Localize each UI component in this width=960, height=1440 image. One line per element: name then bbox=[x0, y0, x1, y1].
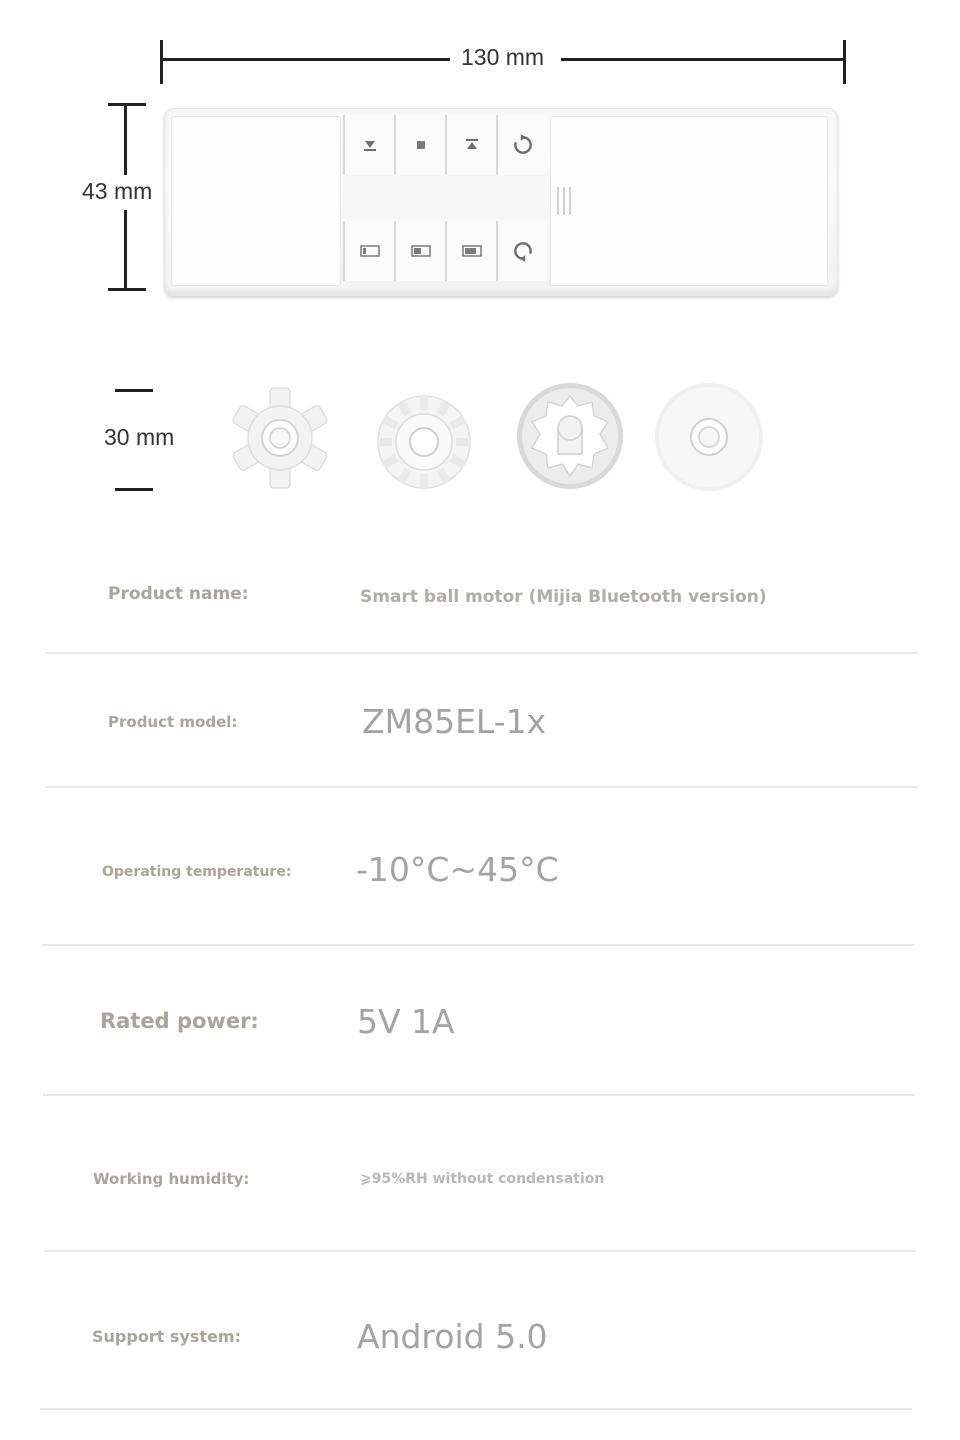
adapter-dimension-label: 30 mm bbox=[104, 424, 175, 450]
remote-middle-strip bbox=[343, 169, 549, 219]
position-mid-button[interactable] bbox=[394, 221, 445, 281]
remote-left-panel bbox=[171, 116, 341, 286]
spec-value: Android 5.0 bbox=[357, 1317, 548, 1356]
position-low-button[interactable] bbox=[343, 221, 394, 281]
adapter-dimension-bottom-tick bbox=[115, 488, 153, 491]
spec-value: ⩾95%RH without condensation bbox=[360, 1171, 605, 1187]
width-dimension-left-tick bbox=[160, 40, 163, 84]
spec-label: Product model: bbox=[108, 713, 238, 731]
spec-divider bbox=[42, 944, 914, 946]
stop-button[interactable] bbox=[394, 115, 445, 175]
height-dimension-top-tick bbox=[108, 103, 146, 106]
position-high-button[interactable] bbox=[445, 221, 496, 281]
spec-value: Smart ball motor (Mijia Bluetooth version) bbox=[360, 587, 767, 607]
remote-grip bbox=[557, 187, 577, 217]
spec-value: -10°C~45°C bbox=[356, 850, 559, 889]
spec-label: Rated power: bbox=[100, 1009, 259, 1033]
up-arrow-icon bbox=[463, 136, 481, 154]
width-dimension-line-right bbox=[561, 58, 846, 61]
width-dimension-line-left bbox=[160, 58, 450, 61]
position-low-icon bbox=[360, 244, 380, 258]
spec-divider bbox=[40, 1408, 912, 1410]
star-adapter-icon bbox=[228, 384, 332, 492]
spec-label: Operating temperature: bbox=[102, 864, 292, 880]
position-high-icon bbox=[462, 244, 482, 258]
height-dimension-line-bottom bbox=[124, 210, 127, 290]
stop-icon bbox=[412, 136, 430, 154]
spec-label: Product name: bbox=[108, 584, 249, 604]
adapter-dimension-top-tick bbox=[115, 389, 153, 392]
remote-control bbox=[164, 108, 838, 296]
height-dimension-bottom-tick bbox=[108, 288, 146, 291]
remote-right-panel bbox=[550, 116, 828, 286]
width-dimension-label: 130 mm bbox=[461, 44, 545, 70]
spec-value: 5V 1A bbox=[357, 1002, 455, 1041]
rotate-ccw-icon bbox=[511, 239, 535, 263]
crown-adapter-icon bbox=[514, 380, 626, 492]
spec-value: ZM85EL-1x bbox=[362, 702, 547, 741]
spec-label: Support system: bbox=[92, 1327, 241, 1346]
gear-adapter-icon bbox=[372, 392, 476, 492]
down-arrow-icon bbox=[361, 136, 379, 154]
open-up-button[interactable] bbox=[445, 115, 496, 175]
close-down-button[interactable] bbox=[343, 115, 394, 175]
height-dimension-line-top bbox=[124, 103, 127, 175]
disc-adapter-icon bbox=[652, 382, 766, 492]
rotate-ccw-button[interactable] bbox=[496, 221, 547, 281]
spec-divider bbox=[44, 1250, 916, 1252]
spec-divider bbox=[43, 1094, 915, 1096]
spec-divider bbox=[46, 652, 918, 654]
spec-label: Working humidity: bbox=[93, 1170, 250, 1188]
rotate-cw-button[interactable] bbox=[496, 115, 547, 175]
rotate-cw-icon bbox=[511, 133, 535, 157]
spec-divider bbox=[46, 786, 918, 788]
position-mid-icon bbox=[411, 244, 431, 258]
width-dimension-right-tick bbox=[843, 40, 846, 84]
height-dimension-label: 43 mm bbox=[82, 178, 153, 204]
